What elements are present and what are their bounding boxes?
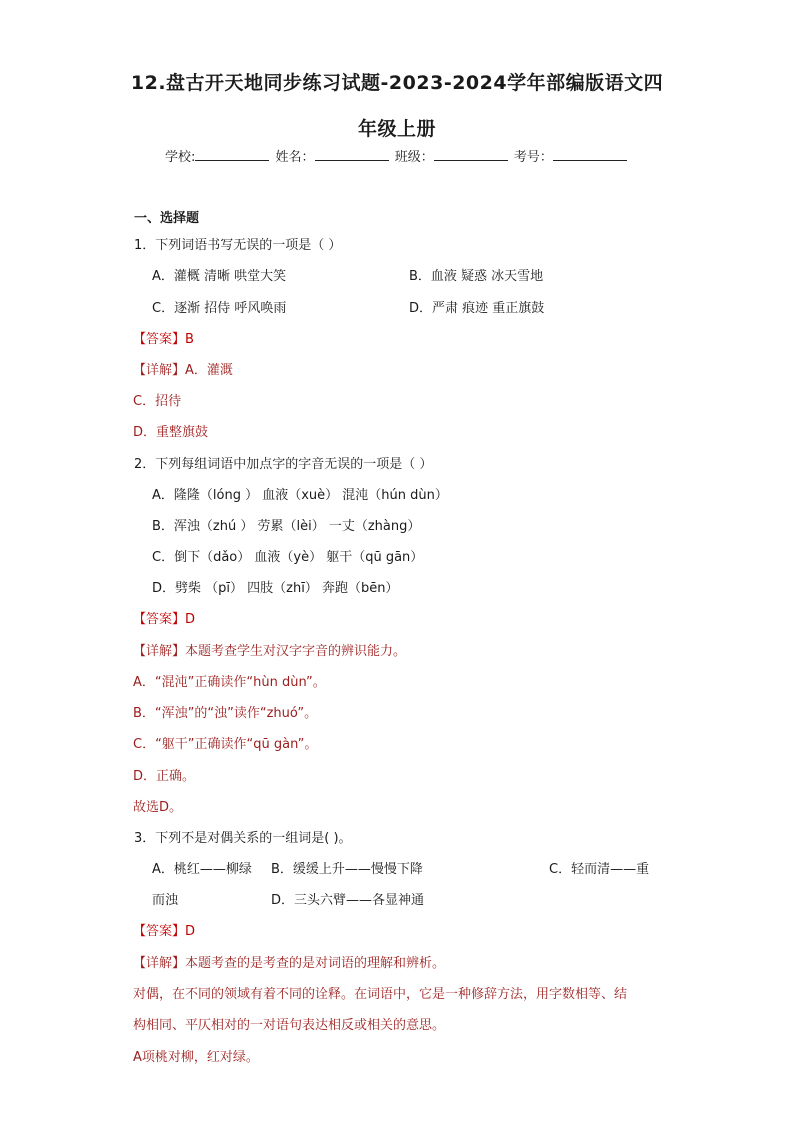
class-blank[interactable] — [434, 148, 508, 161]
q2-detail-a: A．“混沌”正确读作“hùn dùn”。 — [133, 675, 326, 690]
class-label: 班级： — [394, 150, 434, 165]
q2-detail-c: C．“躯干”正确读作“qū gàn”。 — [133, 737, 318, 752]
q3-option-c: C．轻而清——重 — [549, 862, 650, 877]
q3-option-b: B．缓缓上升——慢慢下降 — [271, 862, 423, 877]
q2-answer: 【答案】D — [133, 612, 196, 627]
q2-option-c: C．倒下（dǎo） 血液（yè） 躯干（qū gān） — [152, 550, 424, 565]
q2-option-b: B．浑浊（zhú ） 劳累（lèi） 一丈（zhàng） — [152, 519, 421, 534]
q1-detail: 【详解】A．灌溉 — [133, 363, 233, 378]
school-label: 学校: — [165, 150, 196, 165]
number-label: 考号： — [513, 150, 553, 165]
school-blank[interactable] — [195, 148, 269, 161]
q3-option-a: A．桃红——柳绿 — [152, 862, 252, 877]
name-blank[interactable] — [315, 148, 389, 161]
section-heading: 一、选择题 — [134, 211, 200, 226]
name-label: 姓名： — [275, 150, 315, 165]
student-info — [165, 146, 629, 165]
q3-paragraph-1: 对偶，在不同的领域有着不同的诠释。在词语中，它是一种修辞方法，用字数相等、结 — [133, 987, 628, 1002]
q3-stem: 3．下列不是对偶关系的一组词是( )。 — [134, 831, 352, 846]
q3-option-d: D．三头六臂——各显神通 — [271, 893, 425, 908]
q1-option-b: B．血液 疑惑 冰天雪地 — [409, 269, 544, 284]
q1-option-c: C．逐渐 招侍 呼风唤雨 — [152, 301, 287, 316]
q2-detail-b: B．“浑浊”的“浊”读作“zhuó”。 — [133, 706, 318, 721]
q2-stem: 2．下列每组词语中加点字的字音无误的一项是（ ） — [134, 457, 433, 472]
q1-stem: 1．下列词语书写无误的一项是（ ） — [134, 238, 342, 253]
q3-paragraph-2: 构相同、平仄相对的一对语句表达相反或相关的意思。 — [133, 1018, 446, 1033]
q2-conclusion: 故选D。 — [133, 800, 183, 815]
q3-answer: 【答案】D — [133, 924, 196, 939]
q2-option-a: A．隆隆（lóng ） 血液（xuè） 混沌（hún dùn） — [152, 488, 448, 503]
title-line-2: 年级上册 — [357, 118, 436, 140]
q1-answer: 【答案】B — [133, 332, 194, 347]
q3-paragraph-3: A项桃对柳，红对绿。 — [133, 1050, 259, 1065]
q1-option-d: D．严肃 痕迹 重正旗鼓 — [409, 301, 545, 316]
q2-detail-d: D．正确。 — [133, 769, 196, 784]
q1-detail-d: D．重整旗鼓 — [133, 425, 209, 440]
title-line-1: 12.盘古开天地同步练习试题-2023-2024学年部编版语文四 — [130, 72, 664, 94]
q1-detail-c: C．招待 — [133, 394, 182, 409]
q1-option-a: A．灌概 清晰 哄堂大笑 — [152, 269, 287, 284]
number-blank[interactable] — [553, 148, 627, 161]
q2-detail: 【详解】本题考查学生对汉字字音的辨识能力。 — [133, 644, 407, 659]
q3-detail: 【详解】本题考查的是考查的是对词语的理解和辨析。 — [133, 956, 446, 971]
q2-option-d: D．劈柴 （pī） 四肢（zhī） 奔跑（bēn） — [152, 581, 399, 596]
q3-option-c-cont: 而浊 — [152, 893, 179, 908]
